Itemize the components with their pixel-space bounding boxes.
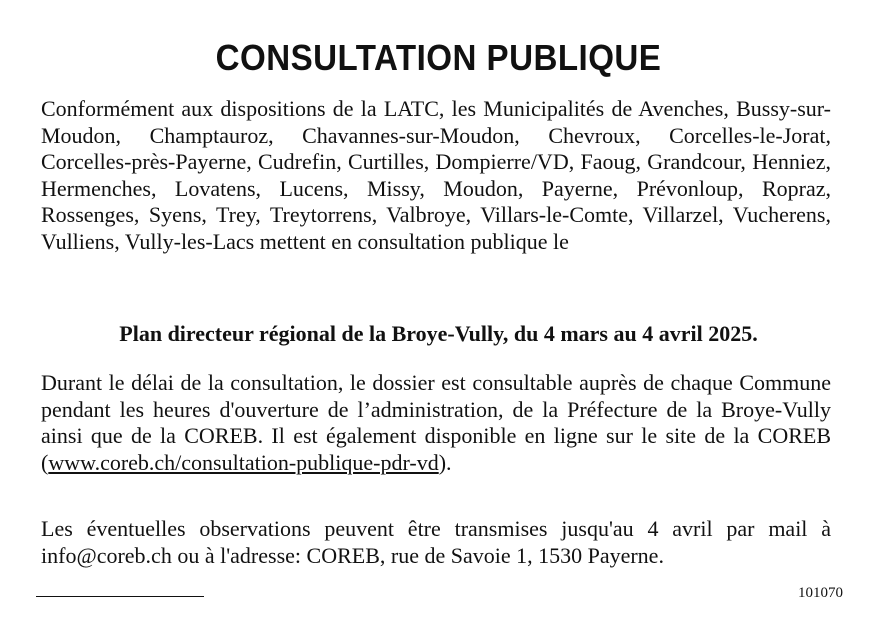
- plan-subject: Plan directeur régional de la Broye-Vully, du 4 mars au 4 avril 2025.: [119, 321, 758, 346]
- consultation-url-link[interactable]: www.coreb.ch/consultation-publique-pdr-vd: [48, 449, 439, 475]
- consultation-text-end: ).: [438, 449, 452, 475]
- consultation-paragraph: [41, 370, 831, 476]
- intro-paragraph: Conformément aux dispositions de la LATC, les Municipalités de Avenches, Bussy-sur-Moudon, Champtauroz, Chavannes-sur-Moudon, Chevroux, Corcelles-le-Jorat, Corcelles-près-Payerne, Cudrefin, Curtilles, Dompierre/VD, Faoug, Grandcour, Henniez, Hermenches, Lovatens, Lucens, Missy, Moudon, Payerne, Prévonloup, Ropraz, Rossenges, Syens, Trey, Treytorrens, Valbroye, Villars-le-Comte, Villarzel, Vucherens, Vulliens, Vully-les-Lacs mettent en consultation publique le: [41, 96, 831, 254]
- notice-title: CONSULTATION PUBLIQUE: [215, 37, 662, 78]
- reference-number: 101070: [798, 585, 843, 601]
- observations-paragraph: Les éventuelles observations peuvent être transmises jusqu'au 4 avril par mail à info@coreb.ch ou à l'adresse: COREB, rue de Savoie 1, 1530 Payerne.: [41, 516, 831, 568]
- consultation-text: Durant le délai de la consultation, le dossier est consultable auprès de chaque Commune pendant les heures d'ouverture de l’administration, de la Préfecture de la Broye-Vully ainsi que de la COREB. Il est également disponible en ligne sur le site de la COREB (: [41, 370, 831, 475]
- signature-rule: [36, 596, 204, 597]
